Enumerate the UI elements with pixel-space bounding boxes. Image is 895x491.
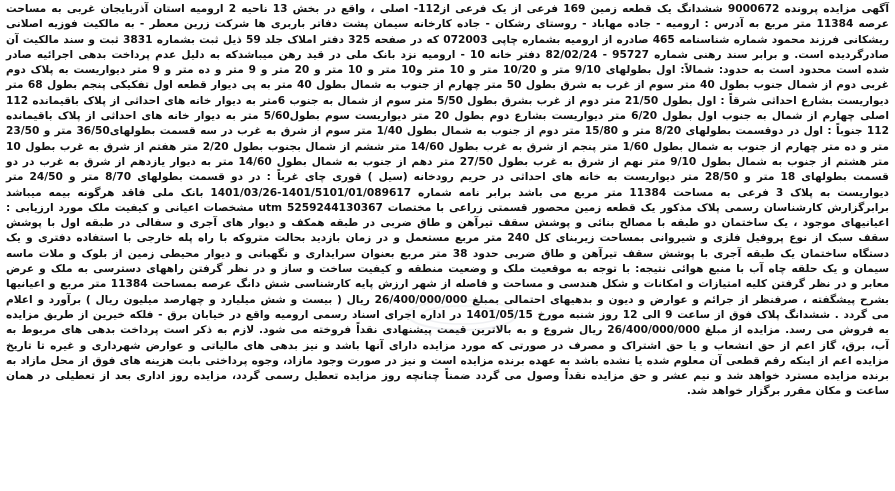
auction-notice-text: آگهی مزایده پرونده 9000672 ششدانگ یک قطعه زمین 169 فرعی از یک فرعی از112- اصلی ، واقع در بخش 13 ناحیه 2 ارومیه استان آذربایجان غربی به مساحت عرصه 11384 متر مربع به آدرس : ارومیه - جاده مهاباد - روستای رشکان - جاده کارخانه سیمان پشت دفاتر باربری ها شرکت زرین معطر - به مالکیت فوزیه اصلانی ریشکانی فرزند محمود شماره شناسنامه 465 صادره از ارومیه بشماره چاپی 072003 که در صفحه 325 دفتر املاک جلد 59 ذیل ثبت بشماره 3831 ثبت و سند مالکیت آن صادرگردیده است. و برابر سند رهنی شماره 95727 - 82/02/24 دفتر خانه 10 - ارومیه نزد بانک ملی در قید رهن میباشدکه به دلیل عدم پرداخت بدهی اجرائیه صادر شده است محدود است به حدود: شمالاً: اول بطولهای 9/10 متر و 10/20 متر و 10 متر و10 متر و 10 متر و 20 متر و 9 متر و ده متر و 9 متر دیواریست به پلاک دوم غربی دوم از شمال جنوب بطول 40 متر سوم از غرب به شرق بطول 50 متر چهارم از جنوب به شمال بطول 40 متر به پی دیوار قطعه اول تفکیکی پنجم بطول 68 متر دیواریست بشارع احداثی شرقاً : اول بطول 21/50 متر دوم از غرب بشرق بطول 5/50 متر سوم از شمال به جنوب 6متر به دیوار خانه های احداثی از پلاک باقیمانده 112 اصلی چهارم از شمال به جنوب اول بطول 6/20 متر دیواریست بشارع دوم بطول 20 متر دیواریست سوم بطول5/60 متر به دیوار خانه های احداثی از پلاک باقیمانده 112 جنوباً : اول در دوقسمت بطولهای 8/20 متر و 15/80 متر دوم از جنوب به شمال بطول 1/40 متر سوم از شرق به غرب در سه قسمت بطولهای36/50 متر و 23/50 متر و ده متر چهارم از جنوب به شمال بطول 1/60 متر پنجم از شرق به غرب بطول 14/60 متر ششم از شمال بجنوب بطول 2/20 متر هفتم از شرق به غرب بطول 10 متر هشتم از جنوب به شمال بطول 9/10 متر نهم از شرق به غرب بطول 27/50 متر دهم از جنوب به شمال بطول 14/60 متر به دیوار یازدهم از شرق به غرب در دو قسمت بطولهای 18 متر و 28/50 متر دیواریست به خانه های احداثی در حریم رودخانه (سیل ) قوری چای غرباً : در دو قسمت بطولهای 8/70 متر و 24/50 متر دیواریست به پلاک 3 فرعی به مساحت 11384 متر مربع می باشد برابر نامه شماره 1401/5101/01/089617-1401/03/26 بانک ملی فاقد هرگونه بیمه میباشد برابرگزارش کارشناسان رسمی پلاک مذکور یک قطعه زمین محصور قسمتی زراعی با مختصات utm 5259244130367 مشخصات اعیانی و کیفیت ملک مورد ارزیابی : اعیانیهای موجود ، یک ساختمان دو طبقه با مصالح بنائی و پوشش سقف تیرآهن و طاق ضربی در طبقه همکف و دیوار های آجری و سفالی در طبقه اول با پوشش سقف سبک از نوع پروفیل فلزی و شیروانی بمساحت زیربنای کل 240 متر مربع مستعمل و در زمان بازدید بحالت متروکه با راه پله خارجی با استفاده دفتری و یک دستگاه ساختمان یک طبقه آجری با پوشش سقف تیرآهن و طاق ضربی حدود 38 متر مربع بعنوان سرایداری و نگهبانی و دیوار محیطی زمین از بلوک و ملات ماسه سیمان و یک حلقه چاه آب با منبع هوائی نتیجه: با توجه به موقعیت ملک و وضعیت منطقه و کیفیت ساخت و ساز و در نظر گرفتن راههای دسترسی به ملک و عرض معابر و در نظر گرفتن کلیه امتیازات و امکانات و شکل هندسی و مساحت و فاصله از شهر ارزش پایه کارشناسی شش دانگ عرصه بمساحت 11384 متر مربع و اعیانیها بشرح پیشگفته ، صرفنظر از جرائم و عوارض و دیون و بدهیهای احتمالی بمبلغ 26/400/000/000 ریال ( بیست و شش میلیارد و چهارصد میلیون ریال ) برآورد و اعلام می گردد . ششدانگ پلاک فوق از ساعت 9 الی 12 روز شنبه مورخ 1401/05/15 در اداره اجرای اسناد رسمی ارومیه واقع در خیابان برق - فلکه خیرین از طریق مزایده به فروش می رسد. مزایده از مبلغ 26/400/000/000 ریال شروع و به بالاترین قیمت پیشنهادی نقداً فروخته می شود. لازم به ذکر است پرداخت بدهی های مربوط به آب، برق، گاز اعم از حق انشعاب و یا حق اشتراک و مصرف در صورتی که مورد مزایده دارای آنها باشد و نیز بدهی های مالیاتی و عوارض شهرداری و غیره تا تاریخ مزایده اعم از اینکه رقم قطعی آن معلوم شده یا نشده باشد به عهده برنده مزایده است و نیز در صورت وجود مازاد، وجوه پرداختی بابت هزینه های فوق از محل مازاد به برنده مزایده مسترد خواهد شد و نیم عشر و حق مزایده نقداً وصول می گردد ضمناً چنانچه روز مزایده تعطیل رسمی گردد، مزایده روز اداری بعد از تعطیلی در همان ساعت و مکان مقرر برگزار خواهد شد. <box>6 3 890 398</box>
